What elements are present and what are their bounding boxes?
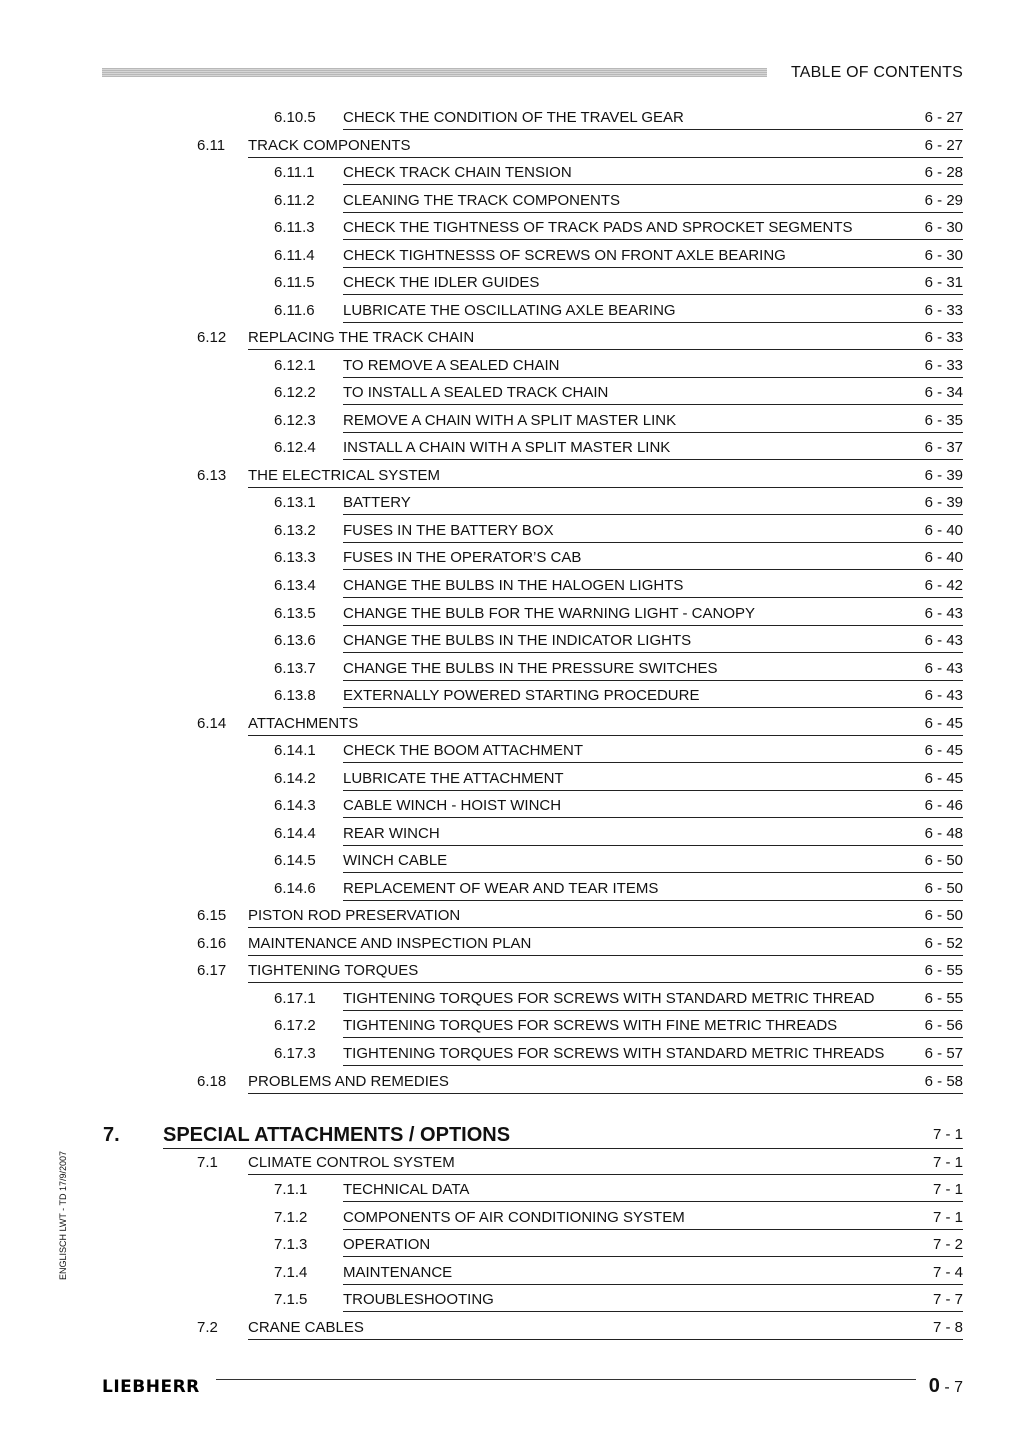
- toc-entry[interactable]: [0, 190, 1024, 212]
- toc-entry[interactable]: [0, 988, 1024, 1010]
- toc-entry-number: 6.13.5: [274, 605, 316, 622]
- page-number: [929, 1375, 963, 1398]
- liebherr-logo: LIEBHERR: [102, 1377, 200, 1397]
- toc-entry-number: 6.11.1: [274, 164, 315, 181]
- toc-entry-page: 7 - 1: [932, 1209, 963, 1226]
- toc-entry-title: CRANE CABLES: [248, 1319, 963, 1340]
- toc-entry-title: MAINTENANCE AND INSPECTION PLAN: [248, 935, 963, 956]
- toc-entry[interactable]: [0, 547, 1024, 569]
- toc-entry-title: CHECK TRACK CHAIN TENSION: [343, 164, 963, 185]
- toc-entry-page: 6 - 43: [924, 632, 963, 649]
- toc-entry[interactable]: [0, 107, 1024, 129]
- toc-entry-number: 6.13.2: [274, 522, 316, 539]
- toc-entry-page: 6 - 50: [924, 907, 963, 924]
- toc-entry-title: CHANGE THE BULBS IN THE HALOGEN LIGHTS: [343, 577, 963, 598]
- toc-entry-title: BATTERY: [343, 494, 963, 515]
- toc-entry-number: 7.1.2: [274, 1209, 308, 1226]
- toc-entry[interactable]: [0, 1071, 1024, 1093]
- toc-entry[interactable]: [0, 878, 1024, 900]
- toc-entry-number: 6.18: [197, 1073, 227, 1090]
- toc-entry-title: TIGHTENING TORQUES FOR SCREWS WITH STANDARD METRIC THREAD: [343, 990, 963, 1011]
- toc-chapter-entry[interactable]: [0, 1124, 1024, 1146]
- toc-entry-page: 6 - 43: [924, 605, 963, 622]
- toc-entry-number: 6.13.4: [274, 577, 316, 594]
- toc-entry-title: TIGHTENING TORQUES: [248, 962, 963, 983]
- toc-entry[interactable]: [0, 410, 1024, 432]
- toc-entry-number: 6.14.6: [274, 880, 316, 897]
- toc-entry-number: 6.14.2: [274, 770, 316, 787]
- toc-entry[interactable]: [0, 1262, 1024, 1284]
- toc-entry-title: CLIMATE CONTROL SYSTEM: [248, 1154, 963, 1175]
- toc-entry-number: 7.1.3: [274, 1236, 308, 1253]
- toc-entry-page: 6 - 40: [924, 522, 963, 539]
- toc-entry-title: REPLACING THE TRACK CHAIN: [248, 329, 963, 350]
- toc-entry-number: 6.14.5: [274, 852, 316, 869]
- toc-entry[interactable]: [0, 1043, 1024, 1065]
- toc-entry-title: CHECK THE TIGHTNESS OF TRACK PADS AND SPROCKET SEGMENTS: [343, 219, 963, 240]
- toc-entry-page: 6 - 39: [924, 494, 963, 511]
- toc-entry-number: 6.12.3: [274, 412, 316, 429]
- toc-entry-number: 6.14.3: [274, 797, 316, 814]
- toc-entry-number: 6.17.3: [274, 1045, 316, 1062]
- toc-entry-page: 6 - 31: [924, 274, 963, 291]
- toc-entry[interactable]: [0, 300, 1024, 322]
- toc-entry-number: 6.11.6: [274, 302, 315, 319]
- toc-entry-title: TIGHTENING TORQUES FOR SCREWS WITH FINE METRIC THREADS: [343, 1017, 963, 1038]
- toc-entry-number: 7.1: [197, 1154, 218, 1171]
- toc-entry[interactable]: [0, 658, 1024, 680]
- toc-entry-page: 6 - 55: [924, 990, 963, 1007]
- toc-entry-title: THE ELECTRICAL SYSTEM: [248, 467, 963, 488]
- toc-entry[interactable]: [0, 382, 1024, 404]
- toc-entry-page: 6 - 29: [924, 192, 963, 209]
- toc-entry-title: FUSES IN THE BATTERY BOX: [343, 522, 963, 543]
- toc-entry-page: 6 - 43: [924, 660, 963, 677]
- page-number-chapter: 0: [928, 1375, 940, 1397]
- toc-entry[interactable]: [0, 355, 1024, 377]
- toc-entry[interactable]: [0, 1234, 1024, 1256]
- toc-entry-number: 7.2: [197, 1319, 218, 1336]
- toc-entry-page: 7 - 2: [932, 1236, 963, 1253]
- toc-entry-title: ATTACHMENTS: [248, 715, 963, 736]
- toc-entry-number: 6.16: [197, 935, 227, 952]
- toc-entry-page: 6 - 40: [924, 549, 963, 566]
- toc-entry-page: 6 - 37: [924, 439, 963, 456]
- toc-entry[interactable]: [0, 630, 1024, 652]
- toc-entry[interactable]: [0, 905, 1024, 927]
- page-number-page: 7: [954, 1379, 963, 1396]
- toc-entry-title: EXTERNALLY POWERED STARTING PROCEDURE: [343, 687, 963, 708]
- page-number-separator: -: [939, 1379, 955, 1396]
- toc-entry-number: 6.10.5: [274, 109, 316, 126]
- document-id-note: ENGLISCH LWT - TD 17/9/2007: [58, 1150, 68, 1280]
- toc-entry-page: 6 - 30: [924, 247, 963, 264]
- toc-entry[interactable]: [0, 520, 1024, 542]
- toc-entry[interactable]: [0, 162, 1024, 184]
- toc-entry-number: 6.13.3: [274, 549, 316, 566]
- toc-entry-page: 6 - 46: [924, 797, 963, 814]
- toc-entry-title: TECHNICAL DATA: [343, 1181, 963, 1202]
- footer-rule: [216, 1379, 916, 1380]
- toc-entry-number: 6.17.2: [274, 1017, 316, 1034]
- toc-entry-page: 7 - 4: [932, 1264, 963, 1281]
- toc-entry-title: CHANGE THE BULBS IN THE PRESSURE SWITCHES: [343, 660, 963, 681]
- toc-entry-number: 6.11.5: [274, 274, 315, 291]
- toc-entry-number: 6.13.8: [274, 687, 316, 704]
- toc-entry-number: 6.13.1: [274, 494, 316, 511]
- toc-entry[interactable]: [0, 1015, 1024, 1037]
- toc-entry[interactable]: [0, 933, 1024, 955]
- toc-entry-title: CHECK TIGHTNESSS OF SCREWS ON FRONT AXLE BEARING: [343, 247, 963, 268]
- toc-entry-page: 6 - 55: [924, 962, 963, 979]
- toc-entry-number: 6.12.2: [274, 384, 316, 401]
- toc-entry-number: 6.14: [197, 715, 227, 732]
- toc-entry-page: 6 - 34: [924, 384, 963, 401]
- toc-entry-page: 6 - 48: [924, 825, 963, 842]
- toc-entry-page: 6 - 58: [924, 1073, 963, 1090]
- toc-entry-page: 6 - 39: [924, 467, 963, 484]
- toc-entry-page: 6 - 43: [924, 687, 963, 704]
- toc-entry-title: CHECK THE BOOM ATTACHMENT: [343, 742, 963, 763]
- toc-entry-title: REAR WINCH: [343, 825, 963, 846]
- toc-entry-number: 7.1.5: [274, 1291, 308, 1308]
- toc-entry-title: CHECK THE IDLER GUIDES: [343, 274, 963, 295]
- toc-entry-page: 6 - 30: [924, 219, 963, 236]
- toc-entry-number: 6.12.1: [274, 357, 316, 374]
- toc-entry[interactable]: [0, 850, 1024, 872]
- toc-entry-page: 6 - 27: [924, 137, 963, 154]
- toc-entry-title: MAINTENANCE: [343, 1264, 963, 1285]
- toc-entry[interactable]: [0, 1207, 1024, 1229]
- toc-entry-page: 7 - 7: [932, 1291, 963, 1308]
- toc-entry-title: REPLACEMENT OF WEAR AND TEAR ITEMS: [343, 880, 963, 901]
- toc-entry-page: 6 - 45: [924, 742, 963, 759]
- toc-entry-number: 7.1.4: [274, 1264, 308, 1281]
- toc-entry-number: 6.14.1: [274, 742, 316, 759]
- toc-entry-title: REMOVE A CHAIN WITH A SPLIT MASTER LINK: [343, 412, 963, 433]
- toc-entry-number: 6.12.4: [274, 439, 316, 456]
- toc-entry[interactable]: [0, 245, 1024, 267]
- toc-entry-page: 6 - 33: [924, 329, 963, 346]
- toc-entry-number: 7.1.1: [274, 1181, 308, 1198]
- toc-entry-number: 6.13.7: [274, 660, 316, 677]
- toc-entry-title: CHECK THE CONDITION OF THE TRAVEL GEAR: [343, 109, 963, 130]
- toc-entry-title: INSTALL A CHAIN WITH A SPLIT MASTER LINK: [343, 439, 963, 460]
- toc-entry[interactable]: [0, 575, 1024, 597]
- toc-entry[interactable]: [0, 437, 1024, 459]
- toc-entry-page: 6 - 45: [924, 715, 963, 732]
- toc-entry-page: 6 - 27: [924, 109, 963, 126]
- toc-entry[interactable]: [0, 1152, 1024, 1174]
- toc-entry-title: TIGHTENING TORQUES FOR SCREWS WITH STANDARD METRIC THREADS: [343, 1045, 963, 1066]
- toc-entry-number: 7.: [103, 1124, 120, 1146]
- toc-entry-title: TO INSTALL A SEALED TRACK CHAIN: [343, 384, 963, 405]
- toc-entry-title: LUBRICATE THE OSCILLATING AXLE BEARING: [343, 302, 963, 323]
- toc-entry-title: TO REMOVE A SEALED CHAIN: [343, 357, 963, 378]
- toc-entry-number: 6.11.3: [274, 219, 315, 236]
- toc-entry-title: WINCH CABLE: [343, 852, 963, 873]
- toc-entry-title: OPERATION: [343, 1236, 963, 1257]
- toc-entry[interactable]: [0, 272, 1024, 294]
- toc-entry-number: 6.13.6: [274, 632, 316, 649]
- toc-entry-number: 6.11: [197, 137, 226, 154]
- toc-entry-title: CLEANING THE TRACK COMPONENTS: [343, 192, 963, 213]
- toc-entry[interactable]: [0, 135, 1024, 157]
- toc-entry[interactable]: [0, 960, 1024, 982]
- toc-entry-number: 6.12: [197, 329, 227, 346]
- toc-entry-page: 6 - 42: [924, 577, 963, 594]
- toc-entry-page: 7 - 1: [932, 1126, 963, 1143]
- toc-entry-number: 6.15: [197, 907, 227, 924]
- toc-entry-page: 6 - 57: [924, 1045, 963, 1062]
- toc-entry-page: 7 - 8: [932, 1319, 963, 1336]
- toc-entry-number: 6.17.1: [274, 990, 316, 1007]
- toc-entry-page: 7 - 1: [932, 1181, 963, 1198]
- toc-entry[interactable]: [0, 217, 1024, 239]
- toc-entry-number: 6.17: [197, 962, 227, 979]
- toc-entry[interactable]: [0, 465, 1024, 487]
- toc-entry-title: FUSES IN THE OPERATOR’S CAB: [343, 549, 963, 570]
- toc-entry[interactable]: [0, 1179, 1024, 1201]
- toc-entry-page: 6 - 33: [924, 302, 963, 319]
- toc-entry[interactable]: [0, 492, 1024, 514]
- toc-entry-page: 6 - 50: [924, 880, 963, 897]
- toc-entry[interactable]: [0, 1289, 1024, 1311]
- toc-entry-page: 6 - 52: [924, 935, 963, 952]
- toc-entry-number: 6.14.4: [274, 825, 316, 842]
- header-title: TABLE OF CONTENTS: [790, 64, 963, 81]
- toc-entry-number: 6.13: [197, 467, 227, 484]
- toc-entry-title: CHANGE THE BULBS IN THE INDICATOR LIGHTS: [343, 632, 963, 653]
- toc-entry-title: PISTON ROD PRESERVATION: [248, 907, 963, 928]
- toc-entry-title: CHANGE THE BULB FOR THE WARNING LIGHT - CANOPY: [343, 605, 963, 626]
- toc-entry[interactable]: [0, 685, 1024, 707]
- toc-entry-title: CABLE WINCH - HOIST WINCH: [343, 797, 963, 818]
- toc-entry-page: 7 - 1: [932, 1154, 963, 1171]
- toc-entry-page: 6 - 33: [924, 357, 963, 374]
- toc-entry[interactable]: [0, 823, 1024, 845]
- toc-entry-title: COMPONENTS OF AIR CONDITIONING SYSTEM: [343, 1209, 963, 1230]
- toc-entry-number: 6.11.4: [274, 247, 315, 264]
- toc-entry-page: 6 - 50: [924, 852, 963, 869]
- toc-entry[interactable]: [0, 740, 1024, 762]
- toc-entry-title: LUBRICATE THE ATTACHMENT: [343, 770, 963, 791]
- toc-entry-title: TROUBLESHOOTING: [343, 1291, 963, 1312]
- toc-entry-page: 6 - 28: [924, 164, 963, 181]
- toc-entry[interactable]: [0, 768, 1024, 790]
- toc-entry-page: 6 - 35: [924, 412, 963, 429]
- toc-entry-number: 6.11.2: [274, 192, 315, 209]
- toc-entry-page: 6 - 45: [924, 770, 963, 787]
- toc-entry[interactable]: [0, 795, 1024, 817]
- toc-entry-title: SPECIAL ATTACHMENTS / OPTIONS: [163, 1124, 963, 1149]
- toc-entry[interactable]: [0, 1317, 1024, 1339]
- toc-entry-page: 6 - 56: [924, 1017, 963, 1034]
- toc-entry[interactable]: [0, 713, 1024, 735]
- toc-entry-title: PROBLEMS AND REMEDIES: [248, 1073, 963, 1094]
- toc-entry[interactable]: [0, 603, 1024, 625]
- toc-entry[interactable]: [0, 327, 1024, 349]
- toc-entry-title: TRACK COMPONENTS: [248, 137, 963, 158]
